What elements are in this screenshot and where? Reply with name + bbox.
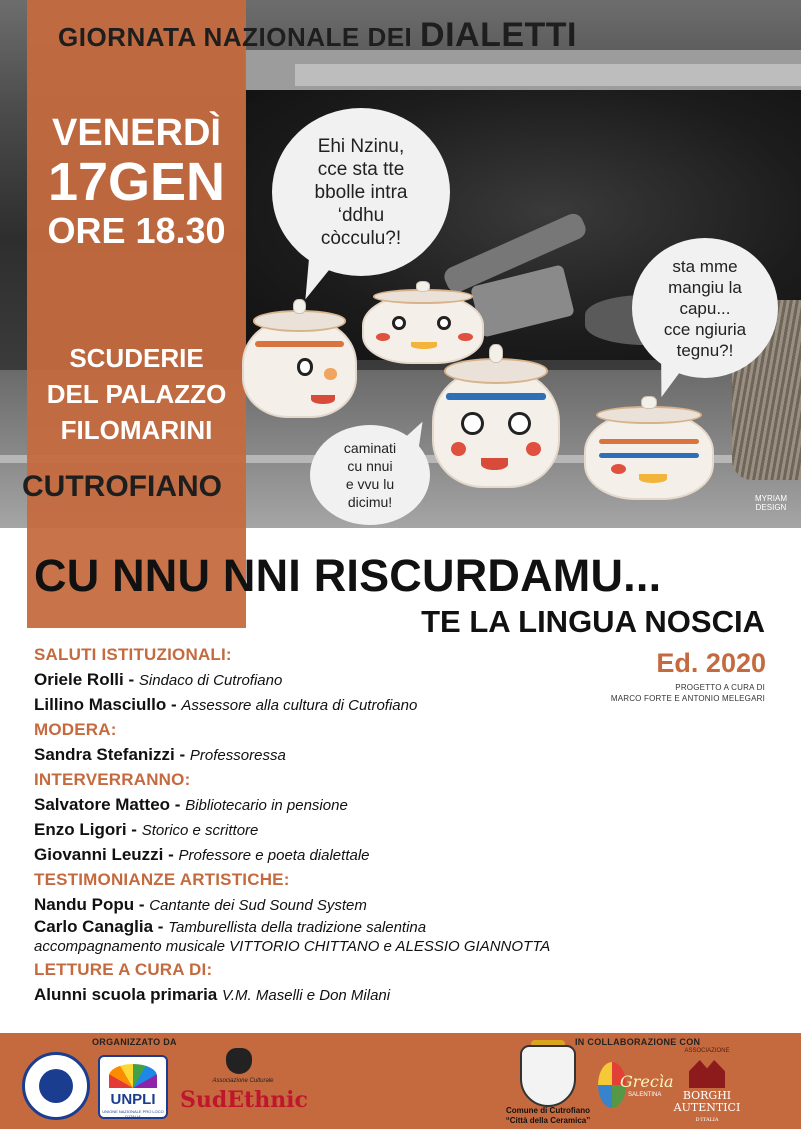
speaker-name: Nandu Popu [34,895,135,914]
bubble-line: caminati [343,440,397,456]
comune-label [493,1106,603,1126]
unpli-subtitle: UNIONE NAZIONALE PRO LOCO D'ITALIA [102,1109,164,1119]
separator: - [179,745,186,764]
organized-label: ORGANIZZATO DA [92,1037,177,1047]
venue-line: SCUDERIE [69,343,204,373]
event-time: ORE 18.30 [47,210,226,251]
speaker-row [34,695,734,715]
pot-mouth [411,342,437,349]
speaker-role: Professore e poeta dialettale [178,847,370,864]
header-big: DIALETTI [420,16,577,54]
pot-center [432,368,560,488]
pot-eye [297,358,313,375]
separator: - [168,845,174,864]
sud-ethnic-subtitle: Associazione Culturale [212,1078,274,1084]
speaker-row [34,917,734,937]
speaker-row [34,745,734,765]
pot-cheek [458,333,472,341]
speaker-role: Professoressa [189,747,286,764]
pot-cheek [526,442,541,456]
bubble-line: tegnu?! [676,340,734,360]
bubble-line: bbolle intra [314,181,408,203]
speaker-role: Sindaco di Cutrofiano [138,672,283,689]
header-prefix: GIORNATA NAZIONALE DEI [58,22,413,52]
pot-stripe [599,453,700,458]
section-heading: INTERVERRANNO: [34,770,191,789]
speaker-role: Cantante dei Sud Sound System [149,897,367,914]
speaker-row [34,985,734,1005]
section-heading: LETTURE A CURA DI: [34,960,213,979]
collaboration-label: IN COLLABORAZIONE CON [575,1037,701,1047]
pro-loco-logo [22,1052,90,1120]
comune-crest-icon [520,1045,576,1107]
bubble-line: sta mme [672,256,738,276]
venue-block [27,340,246,448]
pot-knob [416,281,430,292]
grecia-name: Grecìa [620,1072,674,1091]
speaker-name: Carlo Canaglia [34,917,154,936]
subtitle: TE LA LINGUA NOSCIA [421,604,765,639]
comune-motto: “Città della Ceramica” [505,1116,591,1125]
separator: - [131,820,137,839]
pot-stripe [255,341,344,347]
pot-left [242,318,357,418]
speaker-row [34,895,734,915]
bubble-line: capu... [679,298,731,318]
borghi-line: BORGHI [682,1089,732,1102]
fireplace-ledge [295,64,801,86]
unpli-rainbow [109,1064,157,1088]
speaker-name: Oriele Rolli [34,670,124,689]
venue-line: FILOMARINI [60,415,213,445]
edition: Ed. 2020 [656,648,766,678]
main-title: CU NNU NNI RISCURDAMU... [34,550,662,601]
sud-ethnic-mask-icon [226,1048,252,1074]
separator: - [128,670,135,689]
separator: - [170,695,177,714]
bubble-line: Ehi Nzinu, [317,135,405,157]
venue-town: CUTROFIANO [22,470,222,503]
section-heading: MODERA: [34,720,117,739]
grecia-subtitle: SALENTINA [628,1092,662,1098]
speaker-row [34,845,734,865]
grecia-salentina-logo [598,1062,674,1108]
bubble-line: cce sta tte [317,158,405,180]
accompaniment-note: accompagnamento musicale VITTORIO CHITTANO e ALESSIO GIANNOTTA [34,938,551,955]
event-header [58,16,758,55]
orange-band [27,0,246,628]
borghi-village-icon [689,1060,725,1088]
designer-signature [748,494,794,512]
unpli-logo [98,1055,168,1119]
speaker-role: V.M. Maselli e Don Milani [222,987,391,1004]
borghi-autentici-logo [673,1048,741,1122]
speaker-row [34,670,734,690]
speech-bubble-2 [632,238,778,378]
pro-loco-emblem [39,1069,73,1103]
speaker-name: Giovanni Leuzzi [34,845,164,864]
pot-stripe [446,393,545,400]
borghi-name [673,1090,741,1126]
speaker-role: Assessore alla cultura di Cutrofiano [181,697,418,714]
separator: - [138,895,145,914]
comune-name: Comune di Cutrofiano [506,1106,590,1115]
speaker-role: Storico e scrittore [141,822,259,839]
speaker-name: Enzo Ligori [34,820,127,839]
separator: - [157,917,164,936]
speaker-name: Salvatore Matteo [34,795,171,814]
pot-mouth [311,395,335,405]
speaker-name: Lillino Masciullo [34,695,167,714]
speaker-role: Bibliotecario in pensione [185,797,348,814]
pot-cheek [611,464,626,474]
pot-eye [508,412,530,435]
speaker-row [34,795,734,815]
venue-line: DEL PALAZZO [46,379,227,409]
date-block [27,112,246,252]
speech-bubble-1 [272,108,450,276]
project-line: MARCO FORTE E ANTONIO MELEGARI [610,694,765,703]
signature-line: DESIGN [755,503,787,512]
pot-knob [641,396,656,409]
pot-top [362,294,484,364]
signature-line: MYRIAM [755,494,787,503]
pot-eye [461,412,483,435]
borghi-line: AUTENTICI [673,1101,741,1114]
speech-bubble-3 [310,425,430,525]
pot-right [584,412,714,500]
pot-cheek [451,442,466,456]
pot-cheek [324,368,337,380]
project-line: PROGETTO A CURA DI [675,683,765,692]
bubble-line: cce ngiuria [663,319,747,339]
pot-eye [437,316,451,331]
bubble-line: còcculu?! [320,227,402,249]
bubble-line: mangiu la [668,277,742,297]
event-day: VENERDÌ [52,112,221,154]
borghi-line: D'ITALIA [695,1117,719,1123]
pot-knob [489,344,504,363]
bubble-line: ‘ddhu [337,204,385,226]
pot-stripe [599,439,700,444]
unpli-name: UNPLI [110,1091,156,1108]
sud-ethnic-logo: SudEthnic [180,1087,308,1113]
section-heading: SALUTI ISTITUZIONALI: [34,645,232,664]
pot-cheek [376,333,390,341]
event-date: 17GEN [47,152,226,212]
pot-mouth [639,474,667,482]
pot-knob [293,299,306,314]
pot-eye [392,316,406,331]
speaker-name: Alunni scuola primaria [34,985,218,1004]
bubble-line: cu nnui [347,458,393,474]
bubble-line: dicimu! [347,494,393,510]
speaker-row [34,820,734,840]
section-heading: TESTIMONIANZE ARTISTICHE: [34,870,290,889]
speaker-name: Sandra Stefanizzi [34,745,175,764]
speaker-role: Tamburellista della tradizione salentina [168,919,427,936]
separator: - [174,795,181,814]
pot-mouth [481,458,508,470]
borghi-association: ASSOCIAZIONE [684,1048,730,1054]
bubble-line: e vvu lu [345,476,395,492]
program [34,640,734,1005]
